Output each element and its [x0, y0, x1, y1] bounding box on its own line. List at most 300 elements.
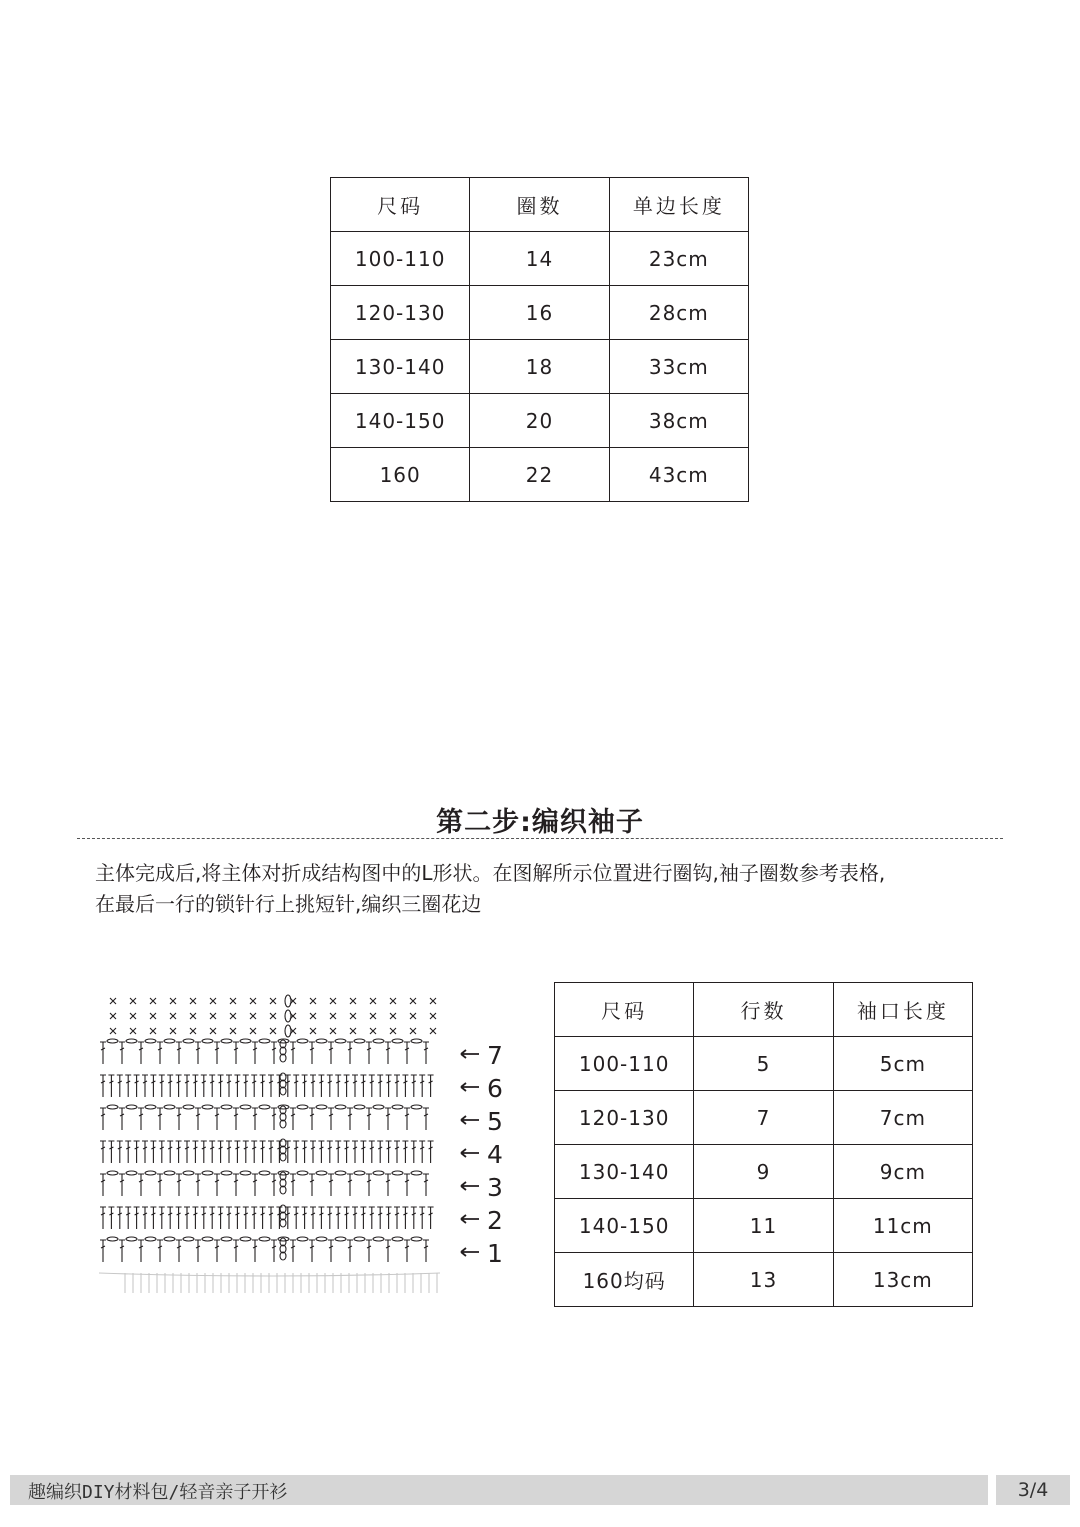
chain-mark: [316, 1039, 327, 1043]
table-row: [555, 1145, 973, 1199]
dc-stitch-mark: [260, 1207, 266, 1229]
chain-mark: [145, 1039, 156, 1043]
sc-stitch-mark: [190, 1013, 196, 1019]
dc-stitch-mark: [176, 1174, 182, 1196]
dc-stitch-mark: [214, 1240, 220, 1262]
dc-stitch-mark: [394, 1141, 400, 1163]
dc-stitch-mark: [100, 1141, 106, 1163]
dc-stitch-mark: [344, 1207, 350, 1229]
dc-stitch-mark: [423, 1108, 429, 1130]
dc-stitch-mark: [335, 1141, 341, 1163]
chain-mark: [145, 1237, 156, 1241]
cell-size: 120-130: [331, 286, 470, 340]
chain-mark: [373, 1171, 384, 1175]
dc-stitch-mark: [138, 1240, 144, 1262]
chain-mark: [411, 1039, 422, 1043]
chain-mark: [354, 1105, 365, 1109]
dc-stitch-mark: [226, 1207, 232, 1229]
dc-stitch-mark: [201, 1207, 207, 1229]
dc-stitch-mark: [176, 1108, 182, 1130]
row-label: 4: [487, 1140, 503, 1169]
dashed-divider: [77, 838, 1003, 839]
dc-stitch-mark: [310, 1075, 316, 1097]
dc-stitch-mark: [234, 1075, 240, 1097]
dc-stitch-mark: [423, 1174, 429, 1196]
chain-mark: [164, 1105, 175, 1109]
cell-length: 38cm: [609, 394, 748, 448]
sc-stitch-mark: [330, 1013, 336, 1019]
chain-mark: [392, 1039, 403, 1043]
dc-stitch-mark: [157, 1108, 163, 1130]
dc-stitch-mark: [100, 1042, 106, 1064]
dc-stitch-mark: [117, 1207, 123, 1229]
dc-stitch-mark: [108, 1141, 114, 1163]
chain-mark: [107, 1237, 118, 1241]
dc-stitch-mark: [125, 1207, 131, 1229]
cell-length: 13cm: [833, 1253, 972, 1307]
dc-stitch-mark: [252, 1174, 258, 1196]
footer-title: 趣编织DIY材料包/轻音亲子开衫: [28, 1482, 288, 1503]
dc-stitch-mark: [328, 1240, 334, 1262]
chain-loop-mark: [285, 995, 291, 1007]
sc-stitch-mark: [270, 1028, 276, 1034]
dc-stitch-mark: [404, 1174, 410, 1196]
dc-stitch-mark: [328, 1108, 334, 1130]
dc-stitch-mark: [428, 1075, 434, 1097]
dc-stitch-mark: [347, 1174, 353, 1196]
sleeve-rows-table: [554, 982, 973, 1307]
dc-stitch-mark: [352, 1075, 358, 1097]
dc-stitch-mark: [366, 1042, 372, 1064]
dc-stitch-mark: [251, 1207, 257, 1229]
table-row: [331, 232, 749, 286]
dc-stitch-mark: [214, 1174, 220, 1196]
dc-stitch-mark: [344, 1141, 350, 1163]
row-arrow-icon: [461, 1116, 479, 1124]
row-label: 1: [487, 1239, 503, 1268]
sc-stitch-mark: [210, 998, 216, 1004]
chain-loop-mark: [285, 1025, 291, 1037]
cell-rows: 11: [694, 1199, 833, 1253]
chain-mark: [373, 1237, 384, 1241]
dc-stitch-mark: [318, 1141, 324, 1163]
chain-mark: [202, 1105, 213, 1109]
dc-stitch-mark: [159, 1141, 165, 1163]
dc-stitch-mark: [404, 1108, 410, 1130]
chain-mark: [316, 1237, 327, 1241]
chain-mark: [183, 1171, 194, 1175]
dc-stitch-mark: [184, 1075, 190, 1097]
dc-stitch-mark: [369, 1075, 375, 1097]
dc-stitch-mark: [260, 1141, 266, 1163]
dc-stitch-mark: [404, 1240, 410, 1262]
dc-stitch-mark: [201, 1141, 207, 1163]
chain-mark: [259, 1237, 270, 1241]
dc-stitch-mark: [119, 1108, 125, 1130]
dc-stitch-mark: [119, 1174, 125, 1196]
chain-mark: [145, 1171, 156, 1175]
dc-stitch-mark: [184, 1141, 190, 1163]
dc-stitch-mark: [310, 1207, 316, 1229]
dc-stitch-mark: [352, 1141, 358, 1163]
dc-stitch-mark: [260, 1075, 266, 1097]
sc-stitch-mark: [350, 998, 356, 1004]
cell-rows: 13: [694, 1253, 833, 1307]
dc-stitch-mark: [243, 1141, 249, 1163]
dc-stitch-mark: [327, 1207, 333, 1229]
dc-stitch-mark: [318, 1207, 324, 1229]
sc-stitch-mark: [110, 1028, 116, 1034]
dc-stitch-mark: [119, 1240, 125, 1262]
sc-stitch-mark: [190, 1028, 196, 1034]
table-row: [331, 340, 749, 394]
chain-mark: [297, 1039, 308, 1043]
dc-stitch-mark: [423, 1042, 429, 1064]
chain-mark: [411, 1105, 422, 1109]
cell-length: 28cm: [609, 286, 748, 340]
chain-mark: [354, 1039, 365, 1043]
chain-mark: [316, 1105, 327, 1109]
dc-stitch-mark: [214, 1042, 220, 1064]
cell-length: 9cm: [833, 1145, 972, 1199]
row-arrow-icon: [461, 1248, 479, 1256]
row-label: 6: [487, 1074, 503, 1103]
dc-stitch-mark: [328, 1174, 334, 1196]
dc-stitch-mark: [100, 1174, 106, 1196]
instruction-paragraph: [95, 858, 1015, 920]
dc-stitch-mark: [335, 1207, 341, 1229]
sc-stitch-mark: [330, 998, 336, 1004]
dc-stitch-mark: [377, 1075, 383, 1097]
dc-stitch-mark: [176, 1075, 182, 1097]
dc-stitch-mark: [117, 1141, 123, 1163]
sc-stitch-mark: [250, 998, 256, 1004]
sc-stitch-mark: [210, 1028, 216, 1034]
chain-mark: [297, 1237, 308, 1241]
dc-stitch-mark: [233, 1108, 239, 1130]
chain-loop-mark: [285, 1010, 291, 1022]
dc-stitch-mark: [347, 1240, 353, 1262]
dc-stitch-mark: [366, 1108, 372, 1130]
cell-length: 23cm: [609, 232, 748, 286]
cell-rounds: 20: [470, 394, 609, 448]
dc-stitch-mark: [386, 1207, 392, 1229]
chain-mark: [259, 1039, 270, 1043]
chain-mark: [164, 1039, 175, 1043]
sc-stitch-mark: [210, 1013, 216, 1019]
header-rows: 行数: [694, 983, 833, 1037]
dc-stitch-mark: [226, 1141, 232, 1163]
dc-stitch-mark: [293, 1075, 299, 1097]
chain-mark: [259, 1105, 270, 1109]
dc-stitch-mark: [377, 1141, 383, 1163]
dc-stitch-mark: [290, 1174, 296, 1196]
dc-stitch-mark: [134, 1207, 140, 1229]
chain-mark: [221, 1237, 232, 1241]
header-side-length: 单边长度: [609, 178, 748, 232]
dc-stitch-mark: [252, 1042, 258, 1064]
dc-stitch-mark: [411, 1141, 417, 1163]
dc-stitch-mark: [159, 1075, 165, 1097]
table-header-row: [555, 983, 973, 1037]
sc-stitch-mark: [170, 1013, 176, 1019]
chain-mark: [202, 1039, 213, 1043]
dc-stitch-mark: [394, 1075, 400, 1097]
dc-stitch-mark: [108, 1075, 114, 1097]
dc-stitch-mark: [209, 1141, 215, 1163]
dc-stitch-mark: [276, 1141, 282, 1163]
dc-stitch-mark: [360, 1141, 366, 1163]
chain-mark: [221, 1171, 232, 1175]
dc-stitch-mark: [290, 1042, 296, 1064]
dc-stitch-mark: [268, 1141, 274, 1163]
table-row: [555, 1091, 973, 1145]
page-number: 3/4: [996, 1475, 1070, 1505]
chain-mark: [392, 1105, 403, 1109]
cell-size: 120-130: [555, 1091, 694, 1145]
dc-stitch-mark: [419, 1075, 425, 1097]
dc-stitch-mark: [251, 1075, 257, 1097]
chain-mark: [335, 1237, 346, 1241]
sc-stitch-mark: [430, 1028, 436, 1034]
dc-stitch-mark: [402, 1207, 408, 1229]
chain-mark: [107, 1039, 118, 1043]
chain-mark: [164, 1237, 175, 1241]
sc-stitch-mark: [150, 1028, 156, 1034]
dc-stitch-mark: [209, 1075, 215, 1097]
dc-stitch-mark: [318, 1075, 324, 1097]
table-row: [331, 448, 749, 502]
dc-stitch-mark: [195, 1174, 201, 1196]
dc-stitch-mark: [176, 1207, 182, 1229]
dc-stitch-mark: [366, 1240, 372, 1262]
chain-mark: [202, 1237, 213, 1241]
dc-stitch-mark: [184, 1207, 190, 1229]
header-cuff-length: 袖口长度: [833, 983, 972, 1037]
sc-stitch-mark: [130, 1028, 136, 1034]
cell-length: 43cm: [609, 448, 748, 502]
dc-stitch-mark: [100, 1108, 106, 1130]
dc-stitch-mark: [214, 1108, 220, 1130]
cell-length: 33cm: [609, 340, 748, 394]
dc-stitch-mark: [404, 1042, 410, 1064]
dc-stitch-mark: [271, 1240, 277, 1262]
cell-size: 140-150: [555, 1199, 694, 1253]
cell-size: 100-110: [555, 1037, 694, 1091]
sc-stitch-mark: [370, 1013, 376, 1019]
table-row: [331, 394, 749, 448]
chain-mark: [202, 1171, 213, 1175]
dc-stitch-mark: [271, 1042, 277, 1064]
sc-stitch-mark: [410, 998, 416, 1004]
row-arrow-icon: [461, 1182, 479, 1190]
dc-stitch-mark: [347, 1042, 353, 1064]
dc-stitch-mark: [134, 1075, 140, 1097]
crochet-stitch-chart: [95, 990, 515, 1305]
dc-stitch-mark: [201, 1075, 207, 1097]
chain-mark: [297, 1171, 308, 1175]
dc-stitch-mark: [167, 1207, 173, 1229]
sc-stitch-mark: [390, 1028, 396, 1034]
dc-stitch-mark: [293, 1141, 299, 1163]
dc-stitch-mark: [327, 1141, 333, 1163]
dc-stitch-mark: [328, 1042, 334, 1064]
chain-mark: [107, 1171, 118, 1175]
dc-stitch-mark: [233, 1042, 239, 1064]
dc-stitch-mark: [218, 1141, 224, 1163]
dc-stitch-mark: [234, 1207, 240, 1229]
dc-stitch-mark: [176, 1042, 182, 1064]
header-rounds: 圈数: [470, 178, 609, 232]
sc-stitch-mark: [430, 998, 436, 1004]
dc-stitch-mark: [309, 1042, 315, 1064]
chain-mark: [126, 1039, 137, 1043]
sc-stitch-mark: [410, 1013, 416, 1019]
chain-mark: [240, 1237, 251, 1241]
dc-stitch-mark: [157, 1240, 163, 1262]
cell-length: 11cm: [833, 1199, 972, 1253]
instruction-line-2: 在最后一行的锁针行上挑短针,编织三圈花边: [95, 892, 482, 916]
dc-stitch-mark: [290, 1240, 296, 1262]
dc-stitch-mark: [385, 1240, 391, 1262]
chain-mark: [126, 1237, 137, 1241]
dc-stitch-mark: [386, 1141, 392, 1163]
dc-stitch-mark: [302, 1207, 308, 1229]
table-header-row: [331, 178, 749, 232]
sc-stitch-mark: [390, 998, 396, 1004]
dc-stitch-mark: [100, 1075, 106, 1097]
dc-stitch-mark: [125, 1141, 131, 1163]
dc-stitch-mark: [302, 1141, 308, 1163]
cell-rounds: 14: [470, 232, 609, 286]
sc-stitch-mark: [390, 1013, 396, 1019]
cell-length: 7cm: [833, 1091, 972, 1145]
chain-mark: [259, 1171, 270, 1175]
chain-mark: [164, 1171, 175, 1175]
sc-stitch-mark: [110, 998, 116, 1004]
sc-stitch-mark: [330, 1028, 336, 1034]
cell-rows: 7: [694, 1091, 833, 1145]
dc-stitch-mark: [150, 1141, 156, 1163]
dc-stitch-mark: [268, 1075, 274, 1097]
row-label: 2: [487, 1206, 503, 1235]
sc-stitch-mark: [110, 1013, 116, 1019]
dc-stitch-mark: [411, 1075, 417, 1097]
dc-stitch-mark: [192, 1207, 198, 1229]
dc-stitch-mark: [347, 1108, 353, 1130]
sc-stitch-mark: [270, 1013, 276, 1019]
cell-size: 130-140: [331, 340, 470, 394]
dc-stitch-mark: [423, 1240, 429, 1262]
sc-stitch-mark: [350, 1028, 356, 1034]
dc-stitch-mark: [252, 1240, 258, 1262]
dc-stitch-mark: [252, 1108, 258, 1130]
dc-stitch-mark: [402, 1141, 408, 1163]
dc-stitch-mark: [176, 1141, 182, 1163]
dc-stitch-mark: [134, 1141, 140, 1163]
dc-stitch-mark: [138, 1174, 144, 1196]
chain-mark: [240, 1171, 251, 1175]
chain-mark: [126, 1105, 137, 1109]
dc-stitch-mark: [150, 1075, 156, 1097]
dc-stitch-mark: [385, 1108, 391, 1130]
table-row: [555, 1037, 973, 1091]
sc-stitch-mark: [190, 998, 196, 1004]
chain-mark: [145, 1105, 156, 1109]
dc-stitch-mark: [192, 1141, 198, 1163]
dc-stitch-mark: [243, 1075, 249, 1097]
sc-stitch-mark: [230, 1028, 236, 1034]
chain-mark: [392, 1237, 403, 1241]
sc-stitch-mark: [230, 1013, 236, 1019]
dc-stitch-mark: [142, 1141, 148, 1163]
chain-mark: [240, 1039, 251, 1043]
chain-mark: [354, 1171, 365, 1175]
dc-stitch-mark: [167, 1075, 173, 1097]
chain-mark: [373, 1039, 384, 1043]
sc-stitch-mark: [130, 998, 136, 1004]
cell-size: 100-110: [331, 232, 470, 286]
cell-size: 140-150: [331, 394, 470, 448]
dc-stitch-mark: [233, 1240, 239, 1262]
cell-rounds: 18: [470, 340, 609, 394]
dc-stitch-mark: [117, 1075, 123, 1097]
dc-stitch-mark: [251, 1141, 257, 1163]
dc-stitch-mark: [176, 1240, 182, 1262]
header-size: 尺码: [555, 983, 694, 1037]
dc-stitch-mark: [157, 1042, 163, 1064]
dc-stitch-mark: [218, 1075, 224, 1097]
table-row: [331, 286, 749, 340]
chain-mark: [392, 1171, 403, 1175]
cell-rows: 5: [694, 1037, 833, 1091]
dc-stitch-mark: [195, 1042, 201, 1064]
cell-rounds: 22: [470, 448, 609, 502]
row-label: 7: [487, 1041, 503, 1070]
dc-stitch-mark: [360, 1207, 366, 1229]
chain-mark: [335, 1171, 346, 1175]
sc-stitch-mark: [150, 998, 156, 1004]
dc-stitch-mark: [271, 1108, 277, 1130]
chain-mark: [335, 1039, 346, 1043]
sc-stitch-mark: [150, 1013, 156, 1019]
dc-stitch-mark: [271, 1174, 277, 1196]
dc-stitch-mark: [419, 1207, 425, 1229]
cell-size: 130-140: [555, 1145, 694, 1199]
dc-stitch-mark: [309, 1108, 315, 1130]
table-row: [555, 1253, 973, 1307]
dc-stitch-mark: [125, 1075, 131, 1097]
dc-stitch-mark: [195, 1108, 201, 1130]
sc-stitch-mark: [170, 998, 176, 1004]
size-rounds-table: [330, 177, 749, 502]
row-label: 5: [487, 1107, 503, 1136]
dc-stitch-mark: [352, 1207, 358, 1229]
dc-stitch-mark: [218, 1207, 224, 1229]
dc-stitch-mark: [142, 1075, 148, 1097]
chain-mark: [221, 1105, 232, 1109]
dc-stitch-mark: [234, 1141, 240, 1163]
row-arrow-icon: [461, 1083, 479, 1091]
chain-mark: [126, 1171, 137, 1175]
table-row: [555, 1199, 973, 1253]
chain-mark: [335, 1105, 346, 1109]
dc-stitch-mark: [268, 1207, 274, 1229]
cell-size: 160均码: [555, 1253, 694, 1307]
chain-mark: [107, 1105, 118, 1109]
chain-mark: [183, 1237, 194, 1241]
dc-stitch-mark: [226, 1075, 232, 1097]
